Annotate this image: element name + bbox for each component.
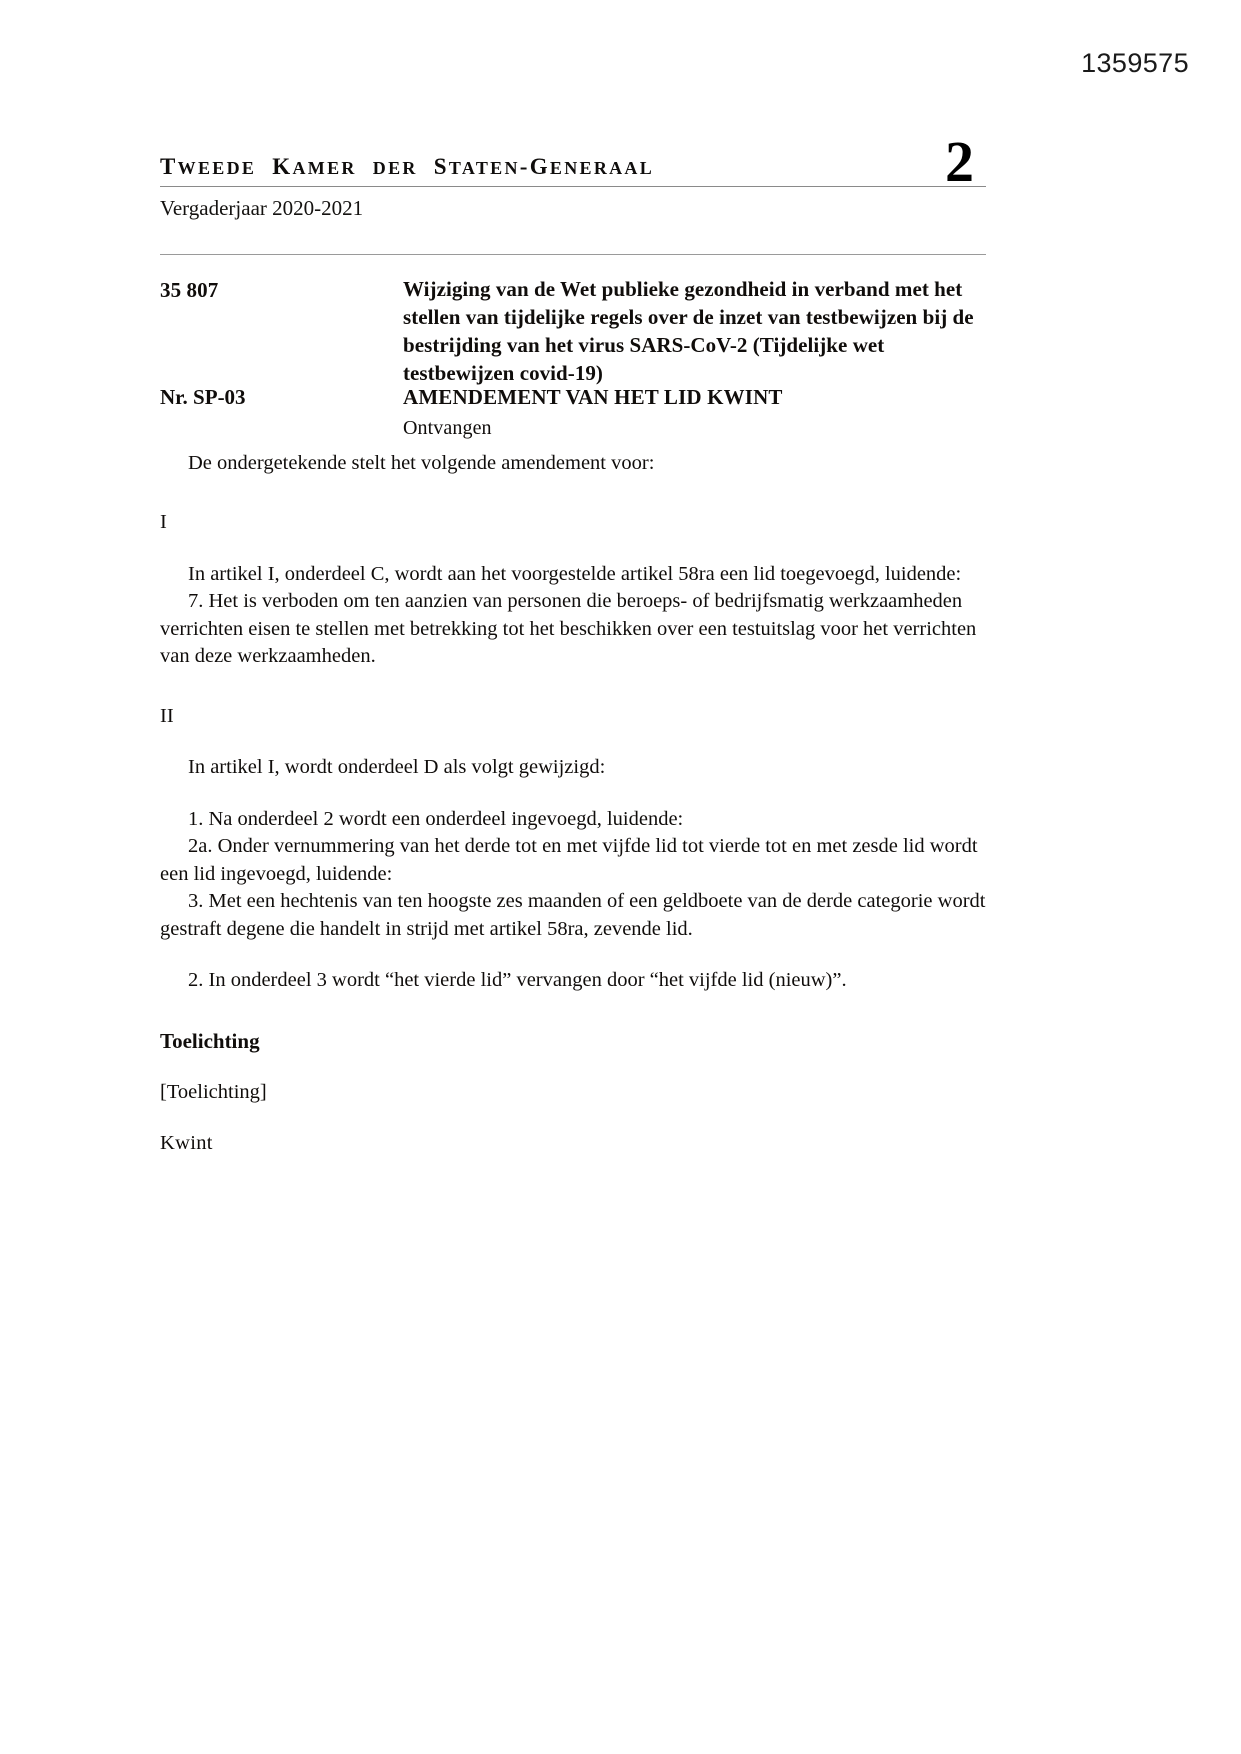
section-ii-final-paragraph: 2. In onderdeel 3 wordt “het vierde lid” vervangen door “het vijfde lid (nieuw)”. bbox=[188, 969, 847, 992]
dossier-block bbox=[160, 276, 986, 388]
section-ii-paragraph-2: 2a. Onder vernummering van het derde tot en met vijfde lid tot vierde tot en met zesde lid wordt een lid ingevoegd, luidende: bbox=[160, 835, 978, 885]
masthead bbox=[160, 120, 986, 221]
explanation-body: [Toelichting] bbox=[160, 1080, 267, 1103]
spacer bbox=[160, 537, 986, 561]
dossier-divider-line bbox=[160, 254, 986, 255]
masthead-row bbox=[160, 120, 986, 195]
section-i-roman: I bbox=[160, 511, 167, 534]
body-intro: De ondergetekende stelt het volgende amendement voor: bbox=[188, 452, 655, 474]
amendment-received-label: Ontvangen bbox=[403, 417, 492, 439]
spacer bbox=[160, 671, 986, 703]
document-body bbox=[160, 450, 986, 1158]
dossier-divider bbox=[160, 254, 986, 255]
amendment-number: Nr. SP-03 bbox=[160, 385, 246, 409]
amendment-header-right bbox=[403, 385, 986, 440]
section-ii-paragraph-3: 3. Met een hechtenis van ten hoogste zes maanden of een geldboete van de derde categorie wordt gestraft degene die handelt in strijd met artikel 58ra, zevende lid. bbox=[160, 890, 986, 940]
spacer bbox=[160, 782, 986, 806]
spacer bbox=[160, 1055, 986, 1079]
explanation-heading: Toelichting bbox=[160, 1028, 260, 1053]
dossier-number: 35 807 bbox=[160, 278, 219, 302]
session-year: Vergaderjaar 2020-2021 bbox=[160, 196, 364, 220]
spacer bbox=[160, 730, 986, 754]
institution-title: TWEEDE KAMER DER STATEN-GENERAAL bbox=[160, 154, 655, 179]
spacer bbox=[160, 1106, 986, 1130]
section-i-paragraph-2: 7. Het is verboden om ten aanzien van personen die beroeps- of bedrijfsmatig werkzaamheden verrichten eisen te stellen met betrekking tot het beschikken over een testuitslag voor het verrichten van deze werkzaamheden. bbox=[160, 590, 977, 668]
spacer bbox=[160, 943, 986, 967]
section-i-paragraph-1: In artikel I, onderdeel C, wordt aan het voorgestelde artikel 58ra een lid toegevoegd, luidende: bbox=[188, 562, 962, 585]
section-ii-lead: In artikel I, wordt onderdeel D als volgt gewijzigd: bbox=[188, 756, 606, 779]
document-stamp-number: 1359575 bbox=[1081, 48, 1189, 78]
spacer bbox=[160, 995, 986, 1027]
dossier-title: Wijziging van de Wet publieke gezondheid in verband met het stellen van tijdelijke regels over de inzet van testbewijzen bij de bestrijding van het virus SARS-CoV-2 (Tijdelijke wet testbewijzen covid-19) bbox=[403, 277, 974, 385]
signature-name: Kwint bbox=[160, 1132, 213, 1155]
spacer bbox=[160, 477, 986, 509]
amendment-header bbox=[160, 385, 986, 440]
amendment-caption: AMENDEMENT VAN HET LID KWINT bbox=[403, 385, 783, 409]
section-ii-paragraph-1: 1. Na onderdeel 2 wordt een onderdeel ingevoegd, luidende: bbox=[188, 807, 684, 830]
chamber-number: 2 bbox=[945, 129, 974, 195]
section-ii-roman: II bbox=[160, 704, 174, 727]
